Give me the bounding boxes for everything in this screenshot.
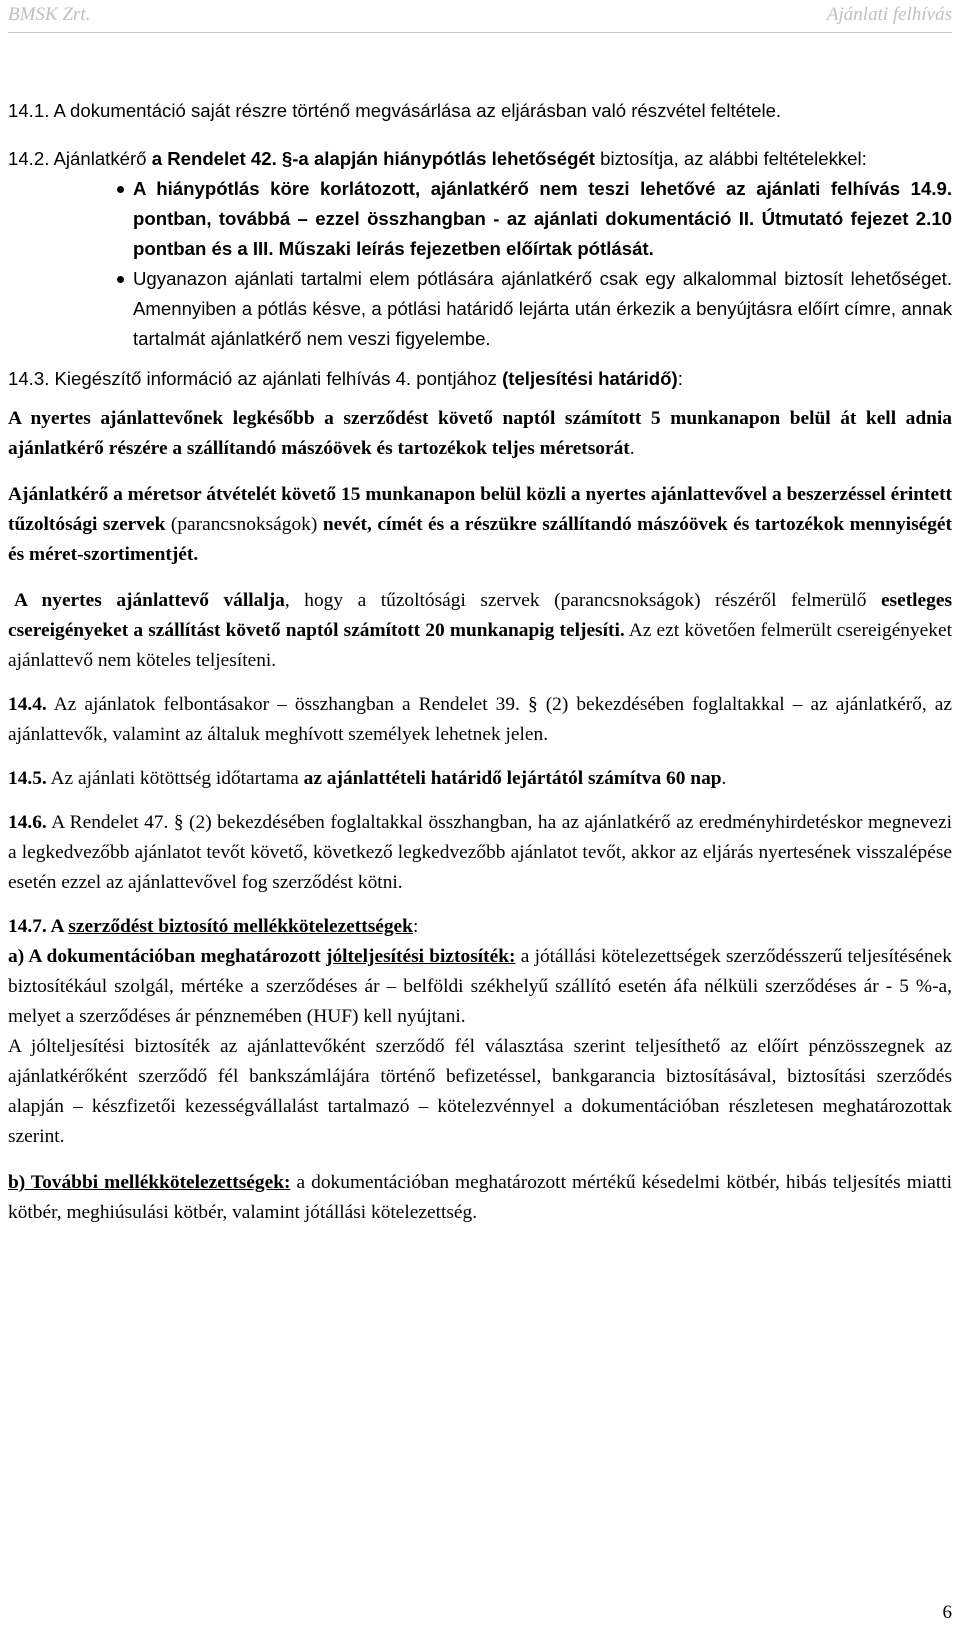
section-14-7: 14.7. A szerződést biztosító mellékkötelezettségek:: [8, 916, 419, 937]
section-14-5: 14.5. Az ajánlati kötöttség időtartama az ajánlattételi határidő lejártától számítva 60 nap.: [8, 768, 727, 789]
section-14-7-a: a) A dokumentációban meghatározott jólteljesítési biztosíték: a jótállási kötelezettségek szerződésszerű teljesítésének biztosítékául szolgál, mértéke a szerződéses ár – belföldi székhelyű szállító esetén áfa nélküli szerződéses ár - 5 %-a, melyet a szerződéses ár pénznemében (HUF) kell nyújtani.: [8, 946, 952, 1027]
list-item: A hiánypótlás köre korlátozott, ajánlatkérő nem teszi lehetővé az ajánlati felhívás 14.9. pontban, továbbá – ezzel összhangban - az ajánlati dokumentáció II. Útmutató fejezet 2.10 pontban és a III. Műszaki leírás fejezetben előírtak pótlását.: [8, 174, 952, 264]
page-header: [0, 4, 960, 30]
header-company: BMSK Zrt.: [8, 4, 91, 25]
list-item: Ugyanazon ajánlati tartalmi elem pótlására ajánlatkérő csak egy alkalommal biztosít lehetőséget. Amennyiben a pótlás késve, a pótlási határidő lejárta után érkezik a benyújtásra előírt címre, annak tartalmát ajánlatkérő nem veszi figyelembe.: [8, 264, 952, 354]
header-divider: [8, 32, 952, 33]
section-14-1: 14.1. A dokumentáció saját részre történő megvásárlása az eljárásban való részvétel feltétele.: [8, 100, 782, 121]
section-14-7-guarantee-forms: A jólteljesítési biztosíték az ajánlattevőként szerződő fél választása szerint teljesíthető az előírt pénzösszegnek az ajánlatkérőként szerződő fél bankszámlájára történő befizetéssel, bankgarancia biztosításával, biztosítási szerződés alapján – készfizetői kezességvállalást tartalmazó – kötelezvénnyel a dokumentációban részletesen meghatározottak szerint.: [8, 1036, 952, 1147]
section-14-2: 14.2. Ajánlatkérő a Rendelet 42. §-a alapján hiánypótlás lehetőségét biztosítja, az alábbi feltételekkel:: [8, 148, 867, 169]
section-14-3-paragraph-3: A nyertes ajánlattevő vállalja, hogy a tűzoltósági szervek (parancsnokságok) részéről felmerülő esetleges csereigényeket a szállítást követő naptól számított 20 munkanapig teljesíti. Az ezt követően felmerült csereigényeket ajánlattevő nem köteles teljesíteni.: [8, 590, 952, 671]
page-number: 6: [942, 1602, 952, 1623]
header-doc-title: Ajánlati felhívás: [826, 4, 952, 25]
bullet-icon: [117, 276, 124, 283]
section-14-2-conditions: [8, 174, 952, 354]
document-body: [8, 96, 952, 1228]
section-14-6: 14.6. A Rendelet 47. § (2) bekezdésében foglaltakkal összhangban, ha az ajánlatkérő az eredményhirdetéskor megnevezi a legkedvezőbb ajánlatot tevőt követő, következő legkedvezőbb ajánlatot tevőt, akkor az eljárás nyertesének visszalépése esetén ezzel az ajánlattevővel fog szerződést kötni.: [8, 812, 952, 893]
section-14-7-b: b) További mellékkötelezettségek: a dokumentációban meghatározott mértékű késedelmi kötbér, hibás teljesítés miatti kötbér, meghiúsulási kötbér, valamint jótállási kötelezettség.: [8, 1172, 952, 1223]
section-14-3-paragraph-2: Ajánlatkérő a méretsor átvételét követő 15 munkanapon belül közli a nyertes ajánlattevővel a beszerzéssel érintett tűzoltósági szervek (parancsnokságok) nevét, címét és a részükre szállítandó mászóövek és tartozékok mennyiségét és méret-szortimentjét.: [8, 484, 952, 565]
bullet-icon: [117, 186, 124, 193]
section-14-3-paragraph-1: A nyertes ajánlattevőnek legkésőbb a szerződést követő naptól számított 5 munkanapon belül át kell adnia ajánlatkérő részére a szállítandó mászóövek és tartozékok teljes méretsorát.: [8, 408, 952, 459]
section-14-3: 14.3. Kiegészítő információ az ajánlati felhívás 4. pontjához (teljesítési határidő):: [8, 368, 683, 389]
section-14-4: 14.4. Az ajánlatok felbontásakor – összhangban a Rendelet 39. § (2) bekezdésében foglaltakkal – az ajánlatkérő, az ajánlattevők, valamint az általuk meghívott személyek lehetnek jelen.: [8, 694, 952, 745]
